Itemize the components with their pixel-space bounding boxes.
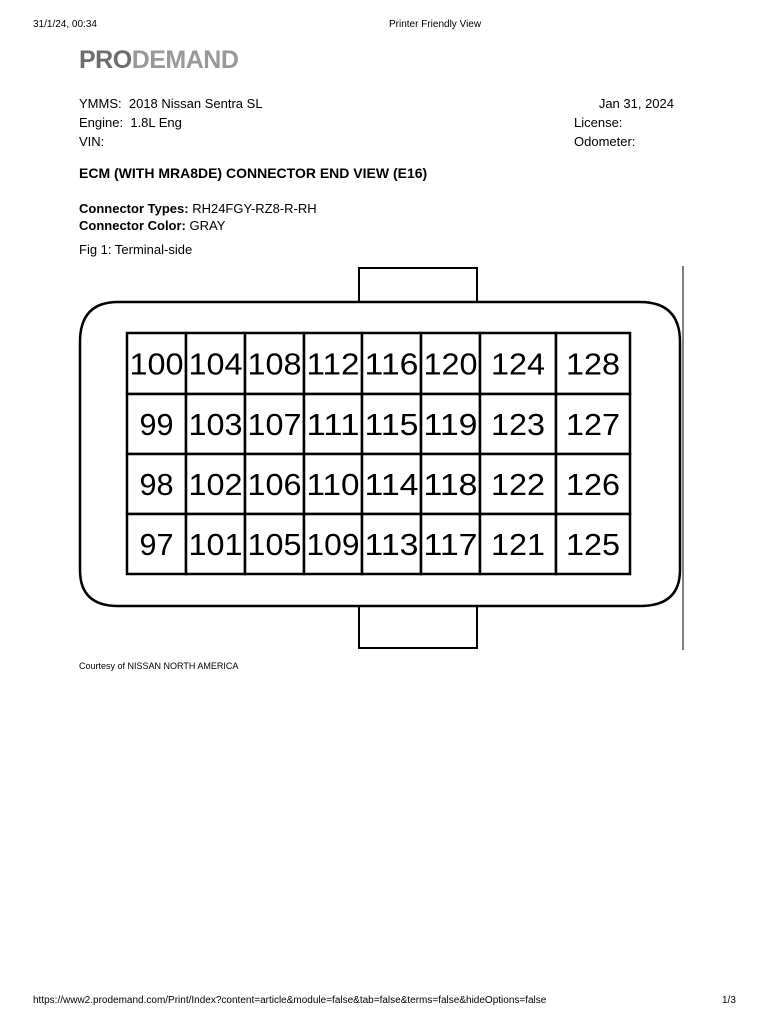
terminal-number: 107 bbox=[247, 407, 302, 442]
connector-color-value: GRAY bbox=[189, 218, 226, 233]
courtesy-note: Courtesy of NISSAN NORTH AMERICA bbox=[79, 661, 239, 671]
connector-types-value: RH24FGY-RZ8-R-RH bbox=[192, 201, 317, 216]
terminal-number: 114 bbox=[364, 467, 419, 502]
terminal-number: 116 bbox=[364, 346, 419, 382]
logo-pro: PRO bbox=[79, 46, 132, 74]
terminal-number: 115 bbox=[364, 407, 419, 442]
logo-demand: DEMAND bbox=[131, 46, 239, 74]
terminal-number: 121 bbox=[491, 527, 545, 562]
terminal-number: 120 bbox=[423, 346, 478, 382]
terminal-number: 97 bbox=[139, 527, 174, 562]
terminal-number: 108 bbox=[247, 346, 302, 382]
terminal-number: 128 bbox=[566, 346, 620, 382]
terminal-number: 125 bbox=[566, 527, 620, 562]
terminal-number: 99 bbox=[139, 407, 174, 442]
license-label: License: bbox=[574, 115, 623, 130]
terminal-number: 112 bbox=[306, 346, 360, 382]
vin-label: VIN: bbox=[79, 134, 105, 149]
terminal-number: 102 bbox=[188, 467, 243, 502]
terminal-number: 98 bbox=[139, 467, 174, 502]
print-datetime: 31/1/24, 00:34 bbox=[33, 19, 97, 30]
figure-caption: Fig 1: Terminal-side bbox=[79, 242, 193, 257]
report-date: Jan 31, 2024 bbox=[598, 96, 674, 111]
print-page-title: Printer Friendly View bbox=[389, 19, 482, 30]
terminal-number: 122 bbox=[491, 467, 545, 502]
terminal-number: 104 bbox=[188, 346, 243, 382]
terminal-number: 124 bbox=[491, 346, 545, 382]
terminal-number: 111 bbox=[306, 407, 360, 442]
terminal-number: 101 bbox=[188, 527, 243, 562]
terminal-number: 123 bbox=[491, 407, 545, 442]
terminal-number: 126 bbox=[566, 467, 620, 502]
odometer-label: Odometer: bbox=[574, 134, 636, 149]
print-page-number: 1/3 bbox=[722, 995, 736, 1006]
ymms-value: 2018 Nissan Sentra SL bbox=[128, 96, 263, 111]
terminal-number: 117 bbox=[423, 527, 478, 562]
connector-bottom-latch bbox=[359, 606, 477, 648]
terminal-number: 110 bbox=[306, 467, 360, 502]
connector-color-label: Connector Color: bbox=[79, 218, 186, 233]
terminal-number: 118 bbox=[423, 467, 478, 502]
article-title: ECM (WITH MRA8DE) CONNECTOR END VIEW (E16) bbox=[79, 165, 428, 181]
terminal-number: 113 bbox=[364, 527, 419, 562]
ymms-label: YMMS: bbox=[79, 96, 122, 111]
terminal-number: 103 bbox=[188, 407, 243, 442]
print-url: https://www2.prodemand.com/Print/Index?content=article&module=false&tab=false&terms=false&hideOptions=false bbox=[33, 995, 547, 1006]
terminal-number: 127 bbox=[566, 407, 620, 442]
terminal-number: 106 bbox=[247, 467, 302, 502]
terminal-number: 109 bbox=[306, 527, 360, 562]
connector-top-latch bbox=[359, 268, 477, 302]
terminal-number: 100 bbox=[129, 346, 184, 382]
terminal-number: 105 bbox=[247, 527, 302, 562]
engine-value: 1.8L Eng bbox=[130, 115, 182, 130]
engine-label: Engine: bbox=[79, 115, 124, 130]
terminal-number: 119 bbox=[423, 407, 478, 442]
connector-types-label: Connector Types: bbox=[79, 201, 189, 216]
terminal-grid bbox=[127, 333, 630, 574]
